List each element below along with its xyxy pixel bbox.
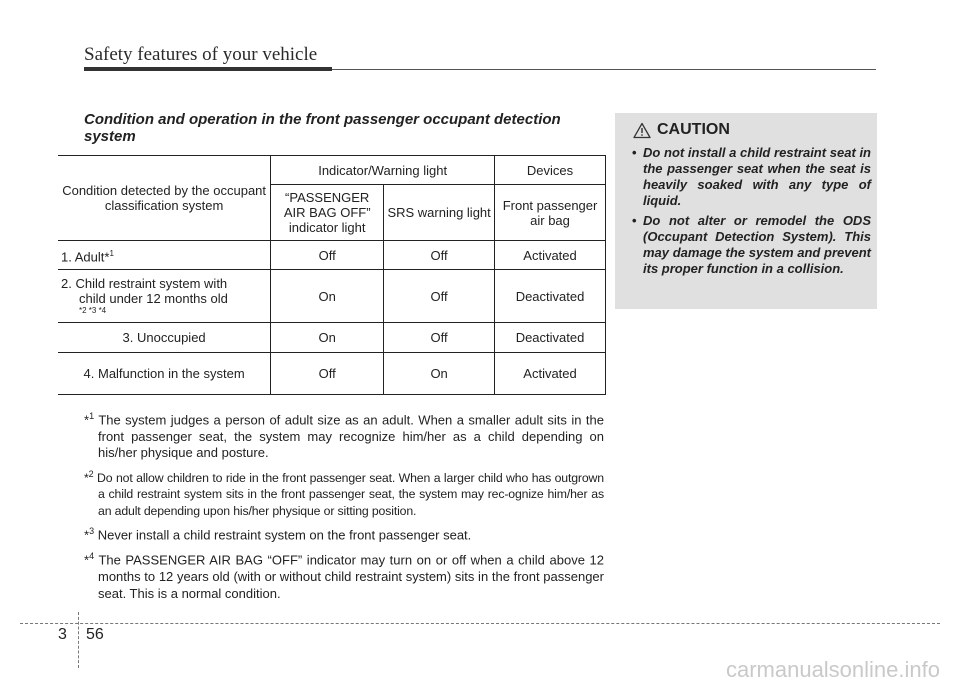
caution-title: CAUTION [657, 121, 730, 138]
chapter-number: 3 [58, 626, 67, 643]
header-rule-thin [332, 69, 876, 70]
footnotes [84, 408, 604, 606]
row-front-airbag: Activated [495, 241, 606, 270]
ods-condition-table [58, 155, 606, 395]
row-passenger-indicator: On [271, 270, 384, 323]
footnote-1: *$^1$ The system judges a person of adult size as an adult. When a smaller adult sits in the front passenger seat, the system may recognize him/her as a child depending on his/her physique and posture. [84, 411, 604, 461]
header-devices-group: Devices [495, 156, 606, 185]
row-passenger-indicator: On [271, 323, 384, 353]
header-rule-thick [84, 67, 332, 71]
row-condition-line1: 2. Child restraint system with [61, 276, 228, 291]
row-srs-warning: Off [384, 270, 495, 323]
row-condition-marks: *2 *3 *4 [79, 306, 107, 315]
caution-item: • Do not install a child restraint seat in the passenger seat when the seat is heavily soaked with any type of liquid. [627, 145, 871, 209]
row-passenger-indicator: Off [271, 353, 384, 395]
row-front-airbag: Deactivated [495, 323, 606, 353]
footer-vertical-divider [78, 612, 79, 668]
row-srs-warning: Off [384, 241, 495, 270]
caution-header [633, 121, 730, 139]
row-condition: 3. Unoccupied [58, 323, 271, 353]
row-front-airbag: Activated [495, 353, 606, 395]
row-srs-warning: Off [384, 323, 495, 353]
table-row [58, 323, 606, 353]
row-front-airbag: Deactivated [495, 270, 606, 323]
row-condition-mark: 1 [109, 248, 114, 258]
header-front-airbag: Front passenger air bag [495, 185, 606, 241]
caution-list [627, 145, 871, 281]
row-srs-warning: On [384, 353, 495, 395]
page-header-title: Safety features of your vehicle [84, 44, 318, 65]
table-header-row [58, 156, 606, 185]
warning-triangle-icon [633, 122, 651, 139]
row-condition: 4. Malfunction in the system [58, 353, 271, 395]
table-row [58, 353, 606, 395]
caution-item: • Do not alter or remodel the ODS (Occupant Detection System). This may damage the system and prevent its proper function in a collision. [627, 213, 871, 277]
header-indicator-group: Indicator/Warning light [271, 156, 495, 185]
footnote-2: *$^2$ Do not allow children to ride in the front passenger seat. When a larger child who has outgrown a child restraint system sits in the front passenger seat, the system may rec-ognize him/her as an adult depending upon his/her physique or sitting position. [84, 468, 604, 518]
table-row [58, 270, 606, 323]
footnote-3: *$^3$ Never install a child restraint system on the front passenger seat. [84, 526, 472, 543]
section-heading: Condition and operation in the front passenger occupant detection system [84, 111, 561, 145]
footer-divider [20, 623, 940, 624]
page-number: 56 [86, 626, 104, 643]
header-passenger-indicator: “PASSENGER AIR BAG OFF” indicator light [271, 185, 384, 241]
caution-box [615, 113, 877, 309]
row-passenger-indicator: Off [271, 241, 384, 270]
row-condition-line2: child under 12 months old [79, 291, 228, 306]
header-condition: Condition detected by the occupant classification system [58, 156, 271, 241]
row-condition [58, 241, 271, 270]
header-srs-warning: SRS warning light [384, 185, 495, 241]
row-condition-text: 1. Adult* [61, 249, 110, 265]
row-condition [58, 270, 271, 323]
footnote-4: *$^4$ The PASSENGER AIR BAG “OFF” indicator may turn on or off when a child above 12 months to 12 years old (with or without child restraint system) sits in the front passenger seat. This is a normal condition. [84, 551, 604, 601]
watermark-text: carmanualsonline.info [725, 657, 940, 682]
table-row [58, 241, 606, 270]
